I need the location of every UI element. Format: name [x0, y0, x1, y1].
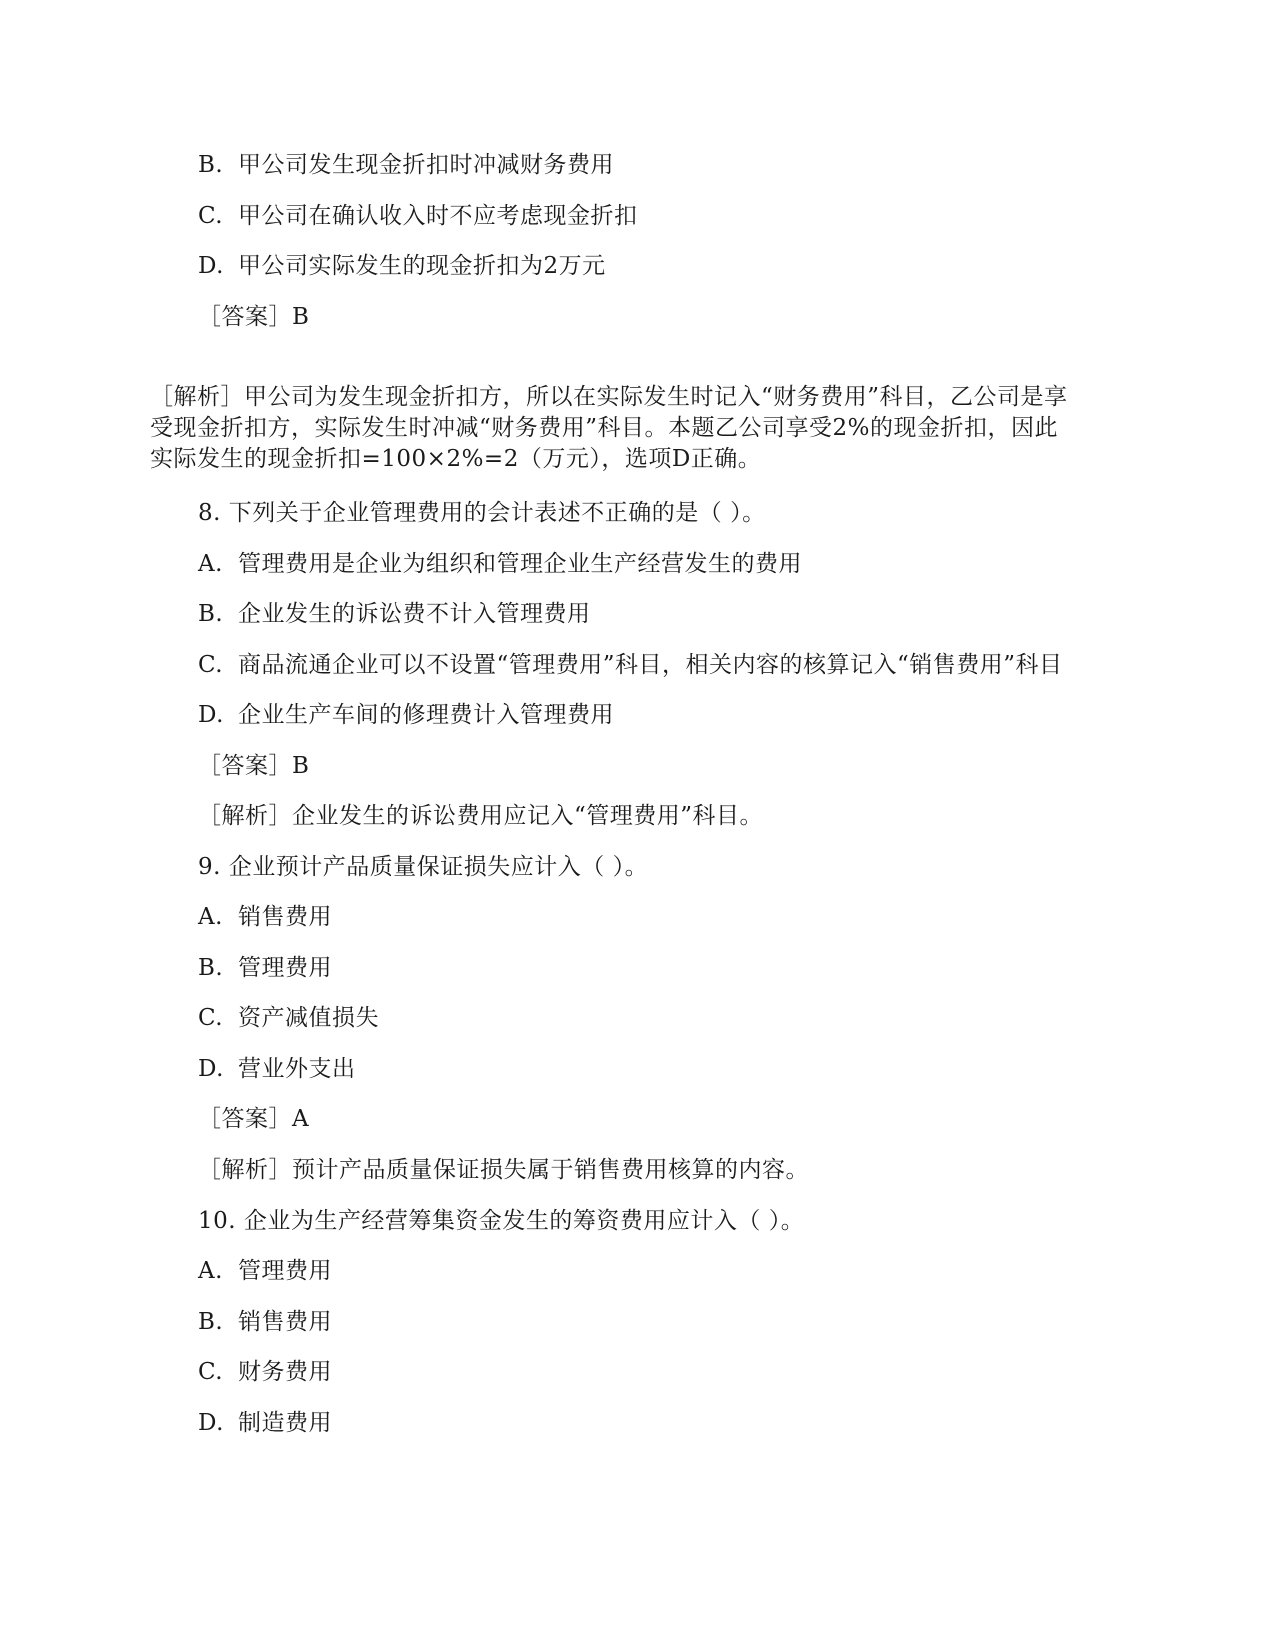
option-text: 销售费用 [238, 1309, 332, 1335]
q10-option-b [198, 1307, 332, 1337]
option-letter: B. [198, 1309, 224, 1335]
option-letter: C. [198, 1005, 224, 1031]
option-letter: A. [198, 1258, 223, 1284]
option-text: 销售费用 [238, 904, 332, 930]
q9-option-a [198, 902, 332, 932]
option-text: 资产减值损失 [238, 1005, 379, 1031]
q7-option-b [198, 150, 614, 180]
option-letter: C. [198, 1359, 224, 1385]
option-letter: B. [198, 152, 224, 178]
analysis-line: 受现金折扣方，实际发生时冲减“财务费用”科目。本题乙公司享受2%的现金折扣，因此 [150, 415, 1059, 441]
option-text: 甲公司实际发生的现金折扣为2万元 [238, 253, 606, 279]
q7-option-d [198, 251, 606, 281]
q7-analysis [150, 382, 1125, 475]
q9-analysis: ［解析］预计产品质量保证损失属于销售费用核算的内容。 [198, 1157, 809, 1183]
option-text: 甲公司在确认收入时不应考虑现金折扣 [238, 203, 638, 229]
option-text: 营业外支出 [238, 1056, 356, 1082]
option-text: 企业生产车间的修理费计入管理费用 [238, 702, 614, 728]
option-letter: B. [198, 601, 224, 627]
q9-answer: ［答案］A [198, 1106, 310, 1132]
q8-option-a [198, 549, 802, 579]
q7-option-c [198, 201, 638, 231]
option-text: 管理费用是企业为组织和管理企业生产经营发生的费用 [238, 551, 802, 577]
q9-question: 9. 企业预计产品质量保证损失应计入（ ）。 [198, 854, 649, 880]
option-letter: D. [198, 1056, 224, 1082]
option-text: 财务费用 [238, 1359, 332, 1385]
q9-option-c [198, 1003, 379, 1033]
option-letter: C. [198, 652, 224, 678]
q10-option-d [198, 1408, 332, 1438]
q8-option-c [198, 650, 1063, 680]
analysis-line: 实际发生的现金折扣=100×2%=2（万元），选项D正确。 [150, 446, 762, 472]
option-letter: D. [198, 702, 224, 728]
q8-answer: ［答案］B [198, 753, 310, 779]
option-letter: A. [198, 904, 223, 930]
q8-option-d [198, 700, 614, 730]
option-text: 管理费用 [238, 955, 332, 981]
q8-question: 8. 下列关于企业管理费用的会计表述不正确的是（ ）。 [198, 500, 766, 526]
option-letter: B. [198, 955, 224, 981]
option-text: 企业发生的诉讼费不计入管理费用 [238, 601, 591, 627]
q10-option-c [198, 1357, 332, 1387]
option-letter: A. [198, 551, 223, 577]
q8-option-b [198, 599, 591, 629]
q8-analysis: ［解析］企业发生的诉讼费用应记入“管理费用”科目。 [198, 803, 764, 829]
option-text: 管理费用 [238, 1258, 332, 1284]
option-letter: D. [198, 253, 224, 279]
q9-option-d [198, 1054, 356, 1084]
analysis-line: ［解析］甲公司为发生现金折扣方，所以在实际发生时记入“财务费用”科目，乙公司是享 [150, 384, 1068, 410]
option-text: 制造费用 [238, 1410, 332, 1436]
option-letter: C. [198, 203, 224, 229]
q10-question: 10. 企业为生产经营筹集资金发生的筹资费用应计入（ ）。 [198, 1208, 805, 1234]
option-letter: D. [198, 1410, 224, 1436]
q9-option-b [198, 953, 332, 983]
q10-option-a [198, 1256, 332, 1286]
option-text: 商品流通企业可以不设置“管理费用”科目，相关内容的核算记入“销售费用”科目 [238, 652, 1063, 678]
q7-answer: ［答案］B [198, 304, 310, 330]
option-text: 甲公司发生现金折扣时冲减财务费用 [238, 152, 614, 178]
